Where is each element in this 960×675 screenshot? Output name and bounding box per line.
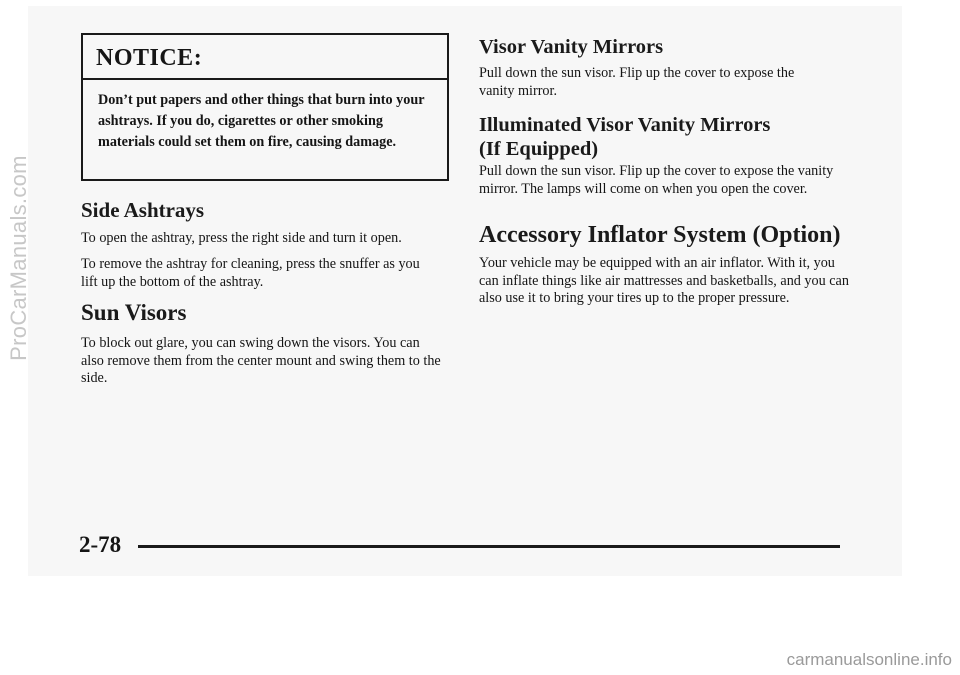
side-ashtrays-heading: Side Ashtrays — [81, 198, 205, 222]
sun-visors-para-1: To block out glare, you can swing down the visors. You can also remove them from the center mount and swing them to the side. — [81, 335, 441, 386]
notice-title: NOTICE: — [83, 35, 447, 80]
visor-vanity-para-1: Pull down the sun visor. Flip up the cover to expose the vanity mirror. — [479, 65, 795, 99]
bottom-watermark: carmanualsonline.info — [786, 650, 952, 669]
illuminated-heading-line-2: (If Equipped) — [479, 138, 599, 160]
footer-rule — [138, 545, 840, 548]
notice-box — [81, 33, 449, 181]
inflator-heading: Accessory Inflator System (Option) — [479, 222, 841, 248]
illuminated-para-1: Pull down the sun visor. Flip up the cover to expose the vanity mirror. The lamps will come on when you open the cover. — [479, 163, 834, 197]
inflator-para-1: Your vehicle may be equipped with an air inflator. With it, you can inflate things like air mattresses and basketballs, and you can also use it to bring your tires up to the proper pressure. — [479, 255, 849, 306]
page-number: 2-78 — [79, 532, 122, 557]
notice-text: Don’t put papers and other things that burn into your ashtrays. If you do, cigarettes or other smoking materials could set them on fire, causing damage. — [98, 92, 425, 150]
side-watermark: ProCarManuals.com — [6, 155, 31, 361]
illuminated-heading-line-1: Illuminated Visor Vanity Mirrors — [479, 114, 771, 136]
side-ashtrays-para-2: To remove the ashtray for cleaning, press the snuffer as you lift up the bottom of the ashtray. — [81, 256, 420, 290]
visor-vanity-heading: Visor Vanity Mirrors — [479, 36, 664, 58]
side-ashtrays-para-1: To open the ashtray, press the right side and turn it open. — [81, 230, 402, 246]
sun-visors-heading: Sun Visors — [81, 300, 187, 325]
illuminated-heading — [479, 113, 770, 161]
